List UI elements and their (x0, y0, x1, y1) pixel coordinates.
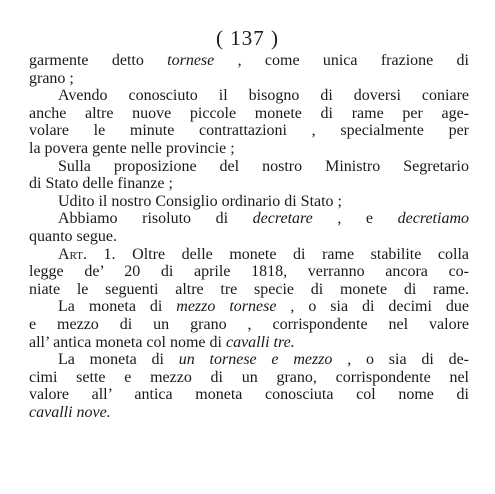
italic-text: decretare (252, 210, 313, 228)
text-segment: di Stato delle finanze ; (29, 175, 173, 193)
text-line (29, 298, 469, 316)
text-line (29, 263, 469, 281)
text-segment: Sulla proposizione del nostro Ministro Segretario (58, 157, 469, 175)
text-line (29, 193, 469, 211)
italic-text: un tornese e mezzo (178, 351, 333, 369)
text-segment: Avendo conosciuto il bisogno di doversi coniare (58, 87, 469, 105)
text-segment: quanto segue. (29, 227, 117, 245)
text-line (29, 404, 469, 422)
text-line (29, 158, 469, 176)
text-segment: la povera gente nelle provincie ; (29, 139, 235, 157)
text-segment: garmente detto (29, 52, 168, 69)
text-line (29, 246, 469, 264)
text-segment: niate le seguenti altre tre specie di monete di rame. (29, 280, 469, 298)
text-segment: , o sia di decimi due (276, 298, 469, 316)
text-segment: volare le minute contrattazioni , specialmente per (29, 122, 469, 140)
text-line (29, 210, 469, 228)
text-line (29, 351, 469, 369)
text-segment: grano ; (29, 69, 74, 87)
text-line (29, 386, 469, 404)
text-segment: Oltre delle monete di rame stabilite colla (115, 245, 470, 263)
text-segment: valore all’ antica moneta conosciuta col nome di (29, 386, 469, 404)
text-segment: Art. 1. (58, 245, 116, 263)
text-line (29, 87, 469, 105)
text-segment: , o sia di de- (332, 351, 469, 369)
text-segment: Udito il nostro Consiglio ordinario di Stato ; (58, 192, 342, 210)
text-segment: , come unica frazione di (214, 52, 469, 69)
text-segment: e mezzo di un grano , corrispondente nel valore (29, 315, 469, 333)
text-line (29, 52, 469, 70)
text-segment: La moneta di (58, 351, 179, 369)
text-line (29, 281, 469, 299)
italic-text: mezzo tornese (176, 298, 277, 316)
text-segment: , e (312, 210, 398, 228)
text-segment: legge de’ 20 di aprile 1818, verranno ancora co- (29, 263, 469, 281)
text-line (29, 334, 469, 352)
text-segment: La moneta di (58, 298, 177, 316)
page-number: ( 137 ) (216, 26, 279, 50)
text-segment: all’ antica moneta col nome di (29, 333, 226, 351)
text-line (29, 369, 469, 387)
italic-text: cavalli nove. (29, 403, 111, 421)
text-segment: anche altre nuove piccole monete di rame per age- (29, 104, 469, 122)
text-line (29, 105, 469, 123)
italic-text: tornese (167, 52, 215, 69)
text-line (29, 316, 469, 334)
text-line (29, 140, 469, 158)
text-segment: Abbiamo risoluto di (58, 210, 253, 228)
text-line (29, 122, 469, 140)
body-text (29, 52, 469, 421)
italic-text: cavalli tre. (225, 333, 295, 351)
text-line (29, 228, 469, 246)
text-line (29, 70, 469, 88)
text-line (29, 175, 469, 193)
text-segment: cimi sette e mezzo di un grano, corrispondente nel (29, 368, 469, 386)
italic-text: decretiamo (397, 210, 469, 228)
